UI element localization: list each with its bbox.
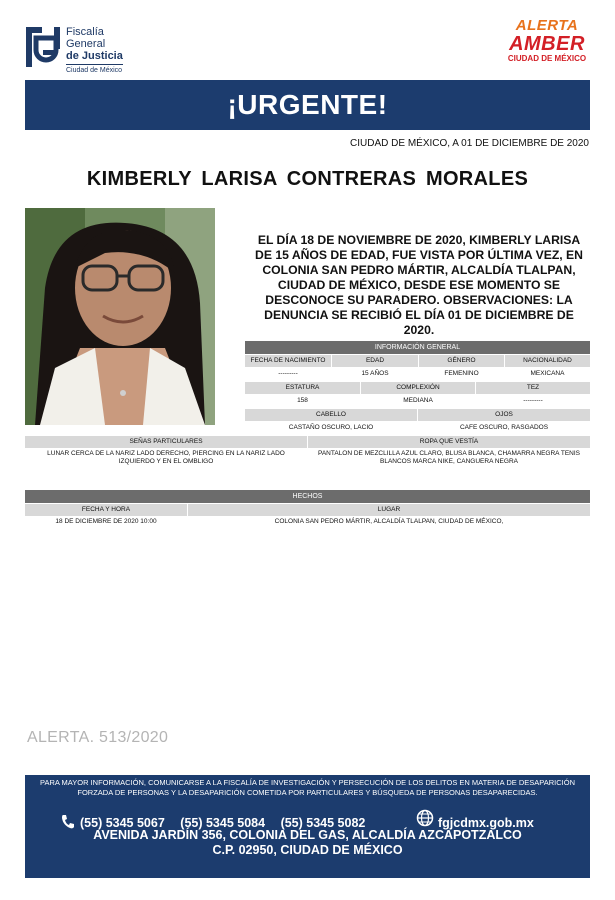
col-fecha-hora: FECHA Y HORA — [25, 504, 187, 516]
website-link[interactable]: fgjcdmx.gob.mx — [438, 816, 534, 830]
general-info-header: INFORMACIÓN GENERAL — [245, 341, 590, 354]
col-lugar: LUGAR — [188, 504, 590, 516]
fgj-line4: Ciudad de México — [66, 64, 123, 76]
header — [0, 0, 615, 80]
hechos-header: HECHOS — [25, 490, 590, 503]
contact-footer — [25, 775, 590, 878]
fgj-mark-icon — [24, 24, 62, 74]
val-fecha-hora: 18 DE DICIEMBRE DE 2020 10:00 — [55, 518, 157, 525]
address — [25, 828, 590, 858]
person-name: KIMBERLY LARISA CONTRERAS MORALES — [86, 168, 529, 190]
col-nacionalidad: NACIONALIDAD — [505, 355, 590, 367]
phone-3[interactable]: (55) 5345 5082 — [280, 816, 366, 830]
col-ojos: OJOS — [418, 409, 590, 421]
col-fecha-nacimiento: FECHA DE NACIMIENTO — [245, 355, 331, 367]
alerta-number: ALERTA. 513/2020 — [27, 729, 169, 746]
fgj-line1: Fiscalía — [66, 26, 104, 38]
address-line2: C.P. 02950, CIUDAD DE MÉXICO — [212, 843, 403, 857]
val-senas-particulares: LUNAR CERCA DE LA NARIZ LADO DERECHO, PIERCING EN LA NARIZ LADO IZQUIERDO Y EN EL OMBLIGO — [47, 450, 285, 465]
val-fecha-nacimiento: --------- — [278, 370, 298, 377]
amber-line1: ALERTA — [515, 17, 579, 34]
fgj-line3: de Justicia — [66, 50, 123, 62]
val-lugar: COLONIA SAN PEDRO MÁRTIR, ALCALDÍA TLALPAN, CIUDAD DE MÉXICO, — [274, 518, 504, 525]
col-estatura: ESTATURA — [245, 382, 360, 394]
fgj-line2: General — [66, 38, 106, 50]
val-complexion: MEDIANA — [403, 397, 433, 404]
val-estatura: 158 — [297, 397, 308, 404]
photo-illustration — [25, 208, 215, 425]
amber-line3: CIUDAD DE MÉXICO — [507, 54, 587, 63]
val-nacionalidad: MEXICANA — [530, 370, 565, 377]
val-genero: FEMENINO — [444, 370, 479, 377]
col-cabello: CABELLO — [245, 409, 417, 421]
val-cabello: CASTAÑO OSCURO, LACIO — [288, 424, 374, 431]
col-genero: GÉNERO — [419, 355, 504, 367]
phone-2[interactable]: (55) 5345 5084 — [180, 816, 266, 830]
col-complexion: COMPLEXIÓN — [361, 382, 475, 394]
globe-icon — [416, 809, 434, 827]
amber-line2: AMBER — [509, 33, 585, 55]
document-date: CIUDAD DE MÉXICO, A 01 DE DICIEMBRE DE 2020 — [350, 138, 589, 149]
phone-1[interactable]: (55) 5345 5067 — [80, 816, 165, 830]
contact-info-text: PARA MAYOR INFORMACIÓN, COMUNICARSE A LA FISCALÍA DE INVESTIGACIÓN Y PERSECUCIÓN DE LOS DELITOS EN MATERIA DE DESAPARICIÓN FORZADA DE PERSONAS Y LA DESAPARICIÓN COMETIDA POR PARTICULARES Y BÚSQUEDA DE PERSONAS DESAPARECIDAS. — [40, 778, 575, 797]
description: EL DÍA 18 DE NOVIEMBRE DE 2020, KIMBERLY LARISA DE 15 AÑOS DE EDAD, FUE VISTA POR ÚLTIMA VEZ, EN COLONIA SAN PEDRO MÁRTIR, ALCALDÍA TLALPAN, CIUDAD DE MÉXICO, DESDE ESE MOMENTO SE DESCONOCE SU PARADERO. OBSERVACIONES: LA DENUNCIA SE RECIBIÓ EL DÍA 01 DE DICIEMBRE DE 2020. — [255, 233, 583, 337]
address-line1: AVENIDA JARDÍN 356, COLONIA DEL GAS, ALCALDÍA AZCAPOTZALCO — [93, 828, 522, 842]
val-tez: --------- — [523, 397, 543, 404]
val-edad: 15 AÑOS — [361, 370, 389, 377]
person-photo — [25, 208, 215, 425]
urgent-banner: ¡URGENTE! — [25, 80, 590, 130]
col-edad: EDAD — [332, 355, 418, 367]
col-tez: TEZ — [476, 382, 590, 394]
fgj-logo — [24, 24, 144, 76]
val-ojos: CAFE OSCURO, RASGADOS — [459, 424, 549, 431]
fgj-text — [66, 26, 123, 76]
alerta-amber-logo — [506, 18, 588, 76]
col-senas-particulares: SEÑAS PARTICULARES — [25, 436, 307, 448]
val-ropa: PANTALON DE MEZCLILLA AZUL CLARO, BLUSA BLANCA, CHAMARRA NEGRA TENIS BLANCOS MARCA NIKE, CANGUERA NEGRA — [317, 450, 580, 465]
col-ropa: ROPA QUE VESTÍA — [308, 436, 590, 448]
